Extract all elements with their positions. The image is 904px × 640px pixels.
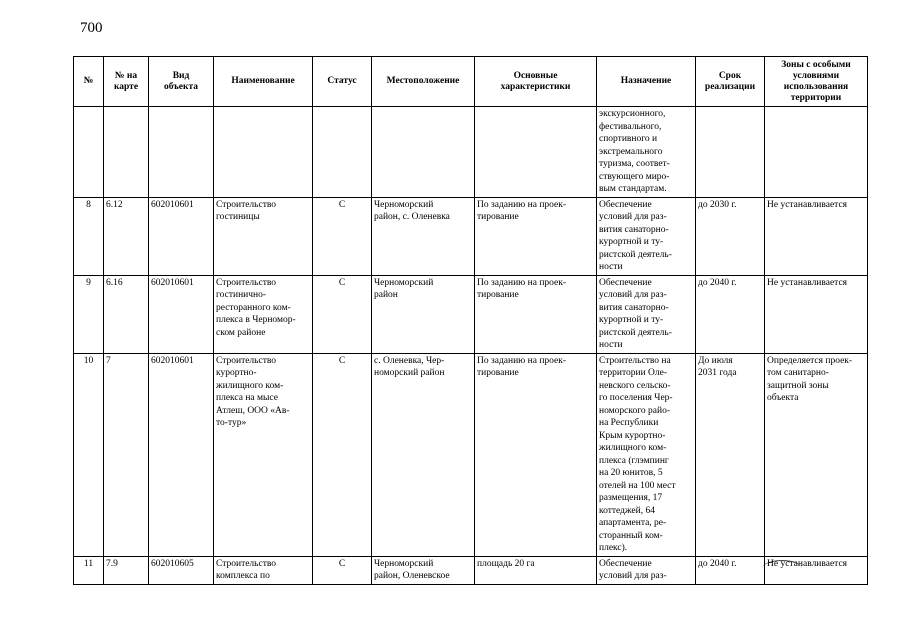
objects-table (73, 56, 868, 585)
table-cell-map-num: 6.16 (104, 275, 149, 353)
table-cell-num: 10 (74, 353, 104, 556)
table-cell (372, 107, 475, 198)
table-row (74, 353, 868, 556)
header-cell-term: Срок реализации (696, 57, 765, 107)
table-row (74, 197, 868, 275)
table-cell-map-num (104, 556, 149, 584)
table-cell-zones: Не устанавливается (765, 275, 868, 353)
table-cell-term (696, 556, 765, 584)
table-cell-location (372, 556, 475, 584)
table-cell-purpose: Обеспечение условий для раз- вития санаторно- курортной и ту- ристской деятель- ности (597, 197, 696, 275)
cell-content: Обеспечение условий для раз- (599, 558, 667, 581)
table-cell-status: С (313, 197, 372, 275)
table-cell (475, 107, 597, 198)
table-cell-term: до 2040 г. (696, 275, 765, 353)
table-cell-zones: Определяется проек- том санитарно- защитной зоны объекта (765, 353, 868, 556)
header-cell-zones: Зоны с особыми условиями использования территории (765, 57, 868, 107)
table-cell-object-type: 602010601 (149, 275, 214, 353)
table-cell-characteristics: По заданию на проек- тирование (475, 275, 597, 353)
cell-content: С (338, 558, 346, 569)
table-cell-num: 8 (74, 197, 104, 275)
header-cell-location: Местоположение (372, 57, 475, 107)
header-row (74, 57, 868, 107)
table-cell (696, 107, 765, 198)
cell-content: 602010605 (151, 558, 194, 569)
table-row-continuation (74, 107, 868, 198)
table-cell-num (74, 556, 104, 584)
table-cell (74, 107, 104, 198)
table-cell-object-type: 602010601 (149, 353, 214, 556)
cell-content: до 2040 г. (698, 558, 737, 569)
table-cell-location: Черноморский район, с. Оленевка (372, 197, 475, 275)
table-cell-zones: Не устанавливается (765, 197, 868, 275)
header-cell-num: № (74, 57, 104, 107)
table-cell-characteristics (475, 556, 597, 584)
header-cell-purpose: Назначение (597, 57, 696, 107)
table-cell-location: с. Оленевка, Чер- номорский район (372, 353, 475, 556)
cell-content: 11 (83, 558, 94, 569)
header-cell-status: Статус (313, 57, 372, 107)
cell-content: площадь 20 га (477, 558, 535, 569)
table-cell-object-type (149, 556, 214, 584)
cell-content: Черноморский район, Оленевское (374, 558, 450, 581)
table-cell-map-num: 6.12 (104, 197, 149, 275)
table-cell-purpose: Строительство на территории Оле- невского сельско- го поселения Чер- номорского райо- на Республики Крым курортно- жилищного ком- плекса (глэмпинг на 20 юнитов, 5 отелей на 100 мест размещения, 17 коттеджей, 64 апартамента, ре- сторанный ком- плекс). (597, 353, 696, 556)
table-cell-name: Строительство гостинично- ресторанного ком- плекса в Черномор- ском районе (214, 275, 313, 353)
table-cell-name: Строительство гостиницы (214, 197, 313, 275)
table-row (74, 275, 868, 353)
cell-content: Не устанавливается (767, 558, 848, 569)
cell-content: 7.9 (106, 558, 118, 569)
table-cell-object-type: 602010601 (149, 197, 214, 275)
table-cell-term: до 2030 г. (696, 197, 765, 275)
table-cell-status (313, 556, 372, 584)
table-cell-status: С (313, 353, 372, 556)
table-cell-purpose: Обеспечение условий для раз- вития санаторно- курортной и ту- ристской деятель- ности (597, 275, 696, 353)
table-cell-term: До июля 2031 года (696, 353, 765, 556)
table-cell (149, 107, 214, 198)
table-cell-location: Черноморский район (372, 275, 475, 353)
header-cell-characteristics: Основные характеристики (475, 57, 597, 107)
cell-content: Строительство комплекса по (216, 558, 277, 581)
header-cell-map-num: № на карте (104, 57, 149, 107)
header-cell-name: Наименование (214, 57, 313, 107)
page-number: 700 (80, 20, 103, 36)
table-cell-purpose: экскурсионного, фестивального, спортивного и экстремального туризма, соответ- ствующего миро- вым стандартам. (597, 107, 696, 198)
table-cell-num: 9 (74, 275, 104, 353)
table-cell-purpose (597, 556, 696, 584)
table-cell (313, 107, 372, 198)
table-cell (765, 107, 868, 198)
stamp-fragment (762, 560, 802, 577)
table-cell (104, 107, 149, 198)
table-cell-characteristics: По заданию на проек- тирование (475, 353, 597, 556)
table-cell-characteristics: По заданию на проек- тирование (475, 197, 597, 275)
table-cell-name (214, 556, 313, 584)
table-cell (214, 107, 313, 198)
header-cell-object-type: Вид объекта (149, 57, 214, 107)
table-cell-name: Строительство курортно- жилищного ком- плекса на мысе Атлеш, ООО «Ав- то-тур» (214, 353, 313, 556)
table-row (74, 556, 868, 584)
table-cell-map-num: 7 (104, 353, 149, 556)
table-cell-status: С (313, 275, 372, 353)
